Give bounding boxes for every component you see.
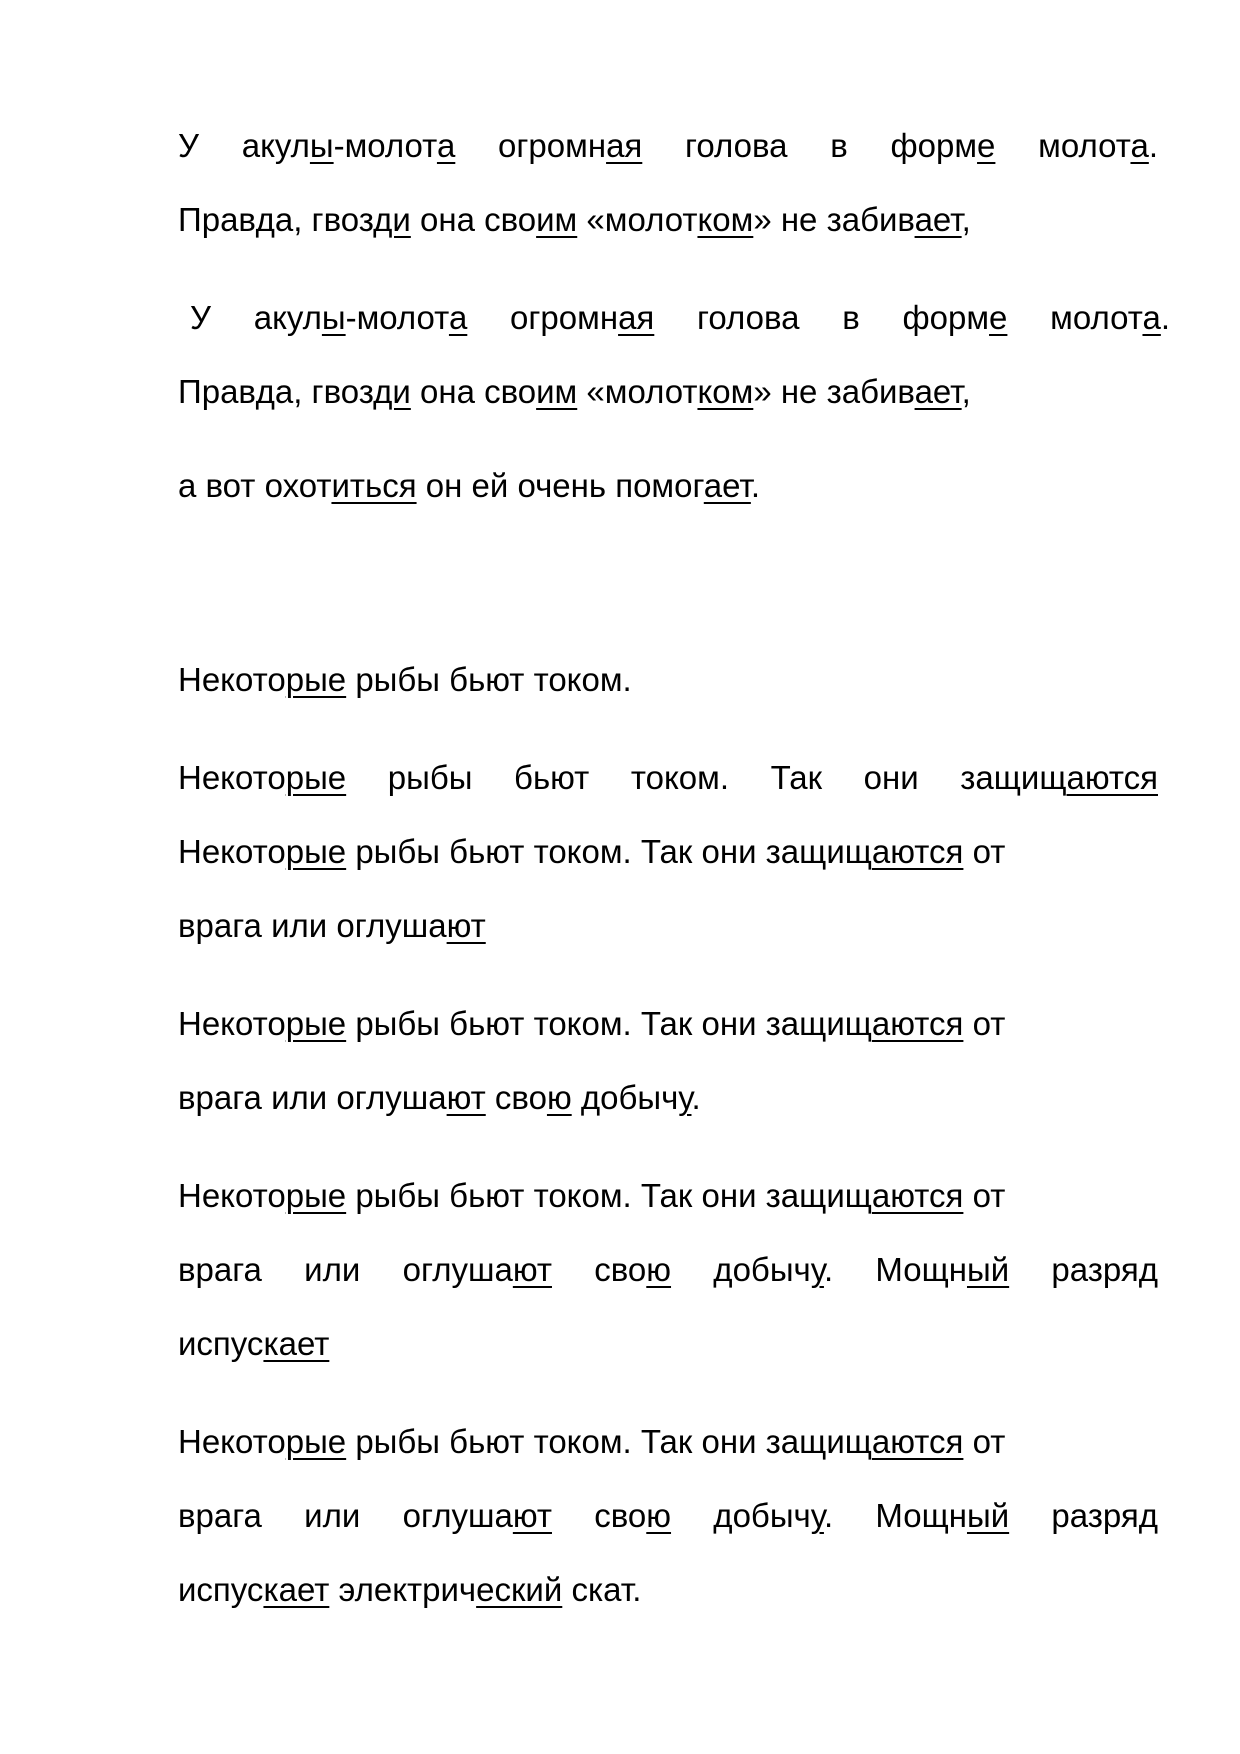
text-segment: рыбы бьют током. Так они защищ bbox=[346, 759, 1067, 796]
text-segment: Некото bbox=[178, 833, 286, 870]
text-line bbox=[178, 372, 1158, 412]
text-segment: рыбы бьют током. Так они защищ bbox=[346, 1177, 872, 1214]
text-segment: «молот bbox=[577, 201, 698, 238]
text-segment: . bbox=[1160, 299, 1170, 336]
underlined-ending: аются bbox=[1066, 759, 1158, 796]
text-segment: Правда, гвоз bbox=[178, 201, 374, 238]
underlined-ending: а bbox=[1130, 127, 1149, 164]
text-segment: У акул bbox=[190, 299, 322, 336]
text-segment: Некото bbox=[178, 661, 286, 698]
text-segment: голова в форм bbox=[642, 127, 978, 164]
text-segment: она сво bbox=[410, 201, 537, 238]
text-segment: . Мощн bbox=[823, 1251, 967, 1288]
text-line bbox=[178, 1078, 1158, 1118]
text-segment: испус bbox=[178, 1571, 264, 1608]
underlined-ending: рые bbox=[285, 759, 347, 796]
text-line bbox=[178, 906, 1158, 946]
underlined-ending: ю bbox=[546, 1079, 572, 1116]
underlined-ending: ди bbox=[373, 373, 411, 410]
underlined-ending: рые bbox=[285, 1177, 347, 1214]
text-segment: от bbox=[963, 833, 1006, 870]
underlined-ending: ый bbox=[966, 1251, 1010, 1288]
underlined-ending: им bbox=[536, 373, 578, 410]
underlined-ending: е bbox=[989, 299, 1008, 336]
text-segment: «молот bbox=[577, 373, 698, 410]
text-segment: молот bbox=[995, 127, 1131, 164]
text-segment: , bbox=[961, 201, 971, 238]
underlined-ending: им bbox=[536, 201, 578, 238]
underlined-ending: рые bbox=[285, 833, 347, 870]
text-segment: сво bbox=[485, 1079, 547, 1116]
text-segment: . Мощн bbox=[823, 1497, 967, 1534]
text-segment: огромн bbox=[455, 127, 607, 164]
text-segment: Некото bbox=[178, 759, 286, 796]
underlined-ending: аются bbox=[871, 1005, 964, 1042]
text-segment: рыбы бьют током. bbox=[346, 661, 632, 698]
underlined-ending: кает bbox=[263, 1571, 330, 1608]
underlined-ending: ает bbox=[914, 201, 962, 238]
text-segment: Некото bbox=[178, 1423, 286, 1460]
underlined-ending: е bbox=[977, 127, 996, 164]
text-line bbox=[178, 1176, 1158, 1216]
underlined-ending: ы bbox=[309, 127, 334, 164]
text-segment: скат. bbox=[562, 1571, 642, 1608]
underlined-ending: ю bbox=[646, 1251, 672, 1288]
underlined-ending: у bbox=[810, 1497, 824, 1534]
underlined-ending: у bbox=[678, 1079, 692, 1116]
text-segment: -молот bbox=[333, 127, 437, 164]
text-line bbox=[178, 1496, 1158, 1536]
text-segment: » не забив bbox=[753, 201, 915, 238]
underlined-ending: а bbox=[448, 299, 468, 336]
text-line bbox=[178, 1250, 1158, 1290]
text-segment: врага или оглуша bbox=[178, 907, 447, 944]
underlined-ending: аются bbox=[871, 1177, 964, 1214]
text-segment: она сво bbox=[410, 373, 537, 410]
text-line bbox=[190, 298, 1170, 338]
underlined-ending: а bbox=[436, 127, 456, 164]
text-segment: добыч bbox=[671, 1251, 811, 1288]
text-line bbox=[178, 1422, 1158, 1462]
underlined-ending: ый bbox=[966, 1497, 1010, 1534]
text-segment: молот bbox=[1007, 299, 1143, 336]
text-line bbox=[178, 1004, 1158, 1044]
text-segment: . bbox=[750, 467, 761, 504]
underlined-ending: рые bbox=[285, 1005, 347, 1042]
text-segment: огромн bbox=[467, 299, 619, 336]
text-segment: -молот bbox=[345, 299, 449, 336]
underlined-ending: рые bbox=[285, 661, 347, 698]
underlined-ending: ком bbox=[697, 201, 754, 238]
text-segment: сво bbox=[551, 1251, 647, 1288]
underlined-ending: ы bbox=[321, 299, 346, 336]
underlined-ending: рые bbox=[285, 1423, 347, 1460]
text-segment: голова в форм bbox=[654, 299, 990, 336]
underlined-ending: у bbox=[810, 1251, 824, 1288]
text-segment: Некото bbox=[178, 1005, 286, 1042]
text-segment: врага или оглуша bbox=[178, 1251, 513, 1288]
text-segment: разряд bbox=[1009, 1251, 1158, 1288]
underlined-ending: а bbox=[1142, 299, 1161, 336]
text-segment: Некото bbox=[178, 1177, 286, 1214]
text-segment: , bbox=[961, 373, 971, 410]
text-line bbox=[178, 1570, 1158, 1610]
underlined-ending: ют bbox=[512, 1497, 552, 1534]
underlined-ending: ая bbox=[606, 127, 643, 164]
text-segment: . bbox=[691, 1079, 701, 1116]
underlined-ending: ют bbox=[512, 1251, 552, 1288]
text-line bbox=[178, 466, 1158, 506]
text-segment: рыбы бьют током. Так они защищ bbox=[346, 833, 872, 870]
text-segment: электрич bbox=[329, 1571, 477, 1608]
text-segment: он ей очень помог bbox=[416, 467, 704, 504]
text-segment: сво bbox=[551, 1497, 647, 1534]
underlined-ending: аются bbox=[871, 833, 964, 870]
text-line bbox=[178, 758, 1158, 798]
text-segment: врага или оглуша bbox=[178, 1079, 447, 1116]
text-line bbox=[178, 200, 1158, 240]
text-line bbox=[178, 126, 1158, 166]
text-segment: врага или оглуша bbox=[178, 1497, 513, 1534]
underlined-ending: еский bbox=[476, 1571, 563, 1608]
text-segment: » не забив bbox=[753, 373, 915, 410]
text-line bbox=[178, 660, 1158, 700]
text-segment: испус bbox=[178, 1325, 264, 1362]
text-segment: а вот охот bbox=[178, 467, 332, 504]
underlined-ending: иться bbox=[331, 467, 417, 504]
text-line bbox=[178, 1324, 1158, 1364]
text-segment: добыч bbox=[671, 1497, 811, 1534]
underlined-ending: ют bbox=[446, 907, 486, 944]
text-segment: У акул bbox=[178, 127, 310, 164]
text-segment: Правда, гвоз bbox=[178, 373, 374, 410]
underlined-ending: ют bbox=[446, 1079, 486, 1116]
underlined-ending: аются bbox=[871, 1423, 964, 1460]
underlined-ending: ая bbox=[618, 299, 655, 336]
underlined-ending: ает bbox=[914, 373, 962, 410]
underlined-ending: кает bbox=[263, 1325, 330, 1362]
text-segment: рыбы бьют током. Так они защищ bbox=[346, 1423, 872, 1460]
text-segment: рыбы бьют током. Так они защищ bbox=[346, 1005, 872, 1042]
text-segment: добыч bbox=[571, 1079, 679, 1116]
text-segment: от bbox=[963, 1177, 1006, 1214]
text-segment: от bbox=[963, 1005, 1006, 1042]
text-segment: . bbox=[1148, 127, 1158, 164]
underlined-ending: ает bbox=[703, 467, 751, 504]
underlined-ending: ю bbox=[646, 1497, 672, 1534]
underlined-ending: ком bbox=[697, 373, 754, 410]
text-line bbox=[178, 832, 1158, 872]
underlined-ending: ди bbox=[373, 201, 411, 238]
text-segment: от bbox=[963, 1423, 1006, 1460]
text-segment: разряд bbox=[1009, 1497, 1158, 1534]
